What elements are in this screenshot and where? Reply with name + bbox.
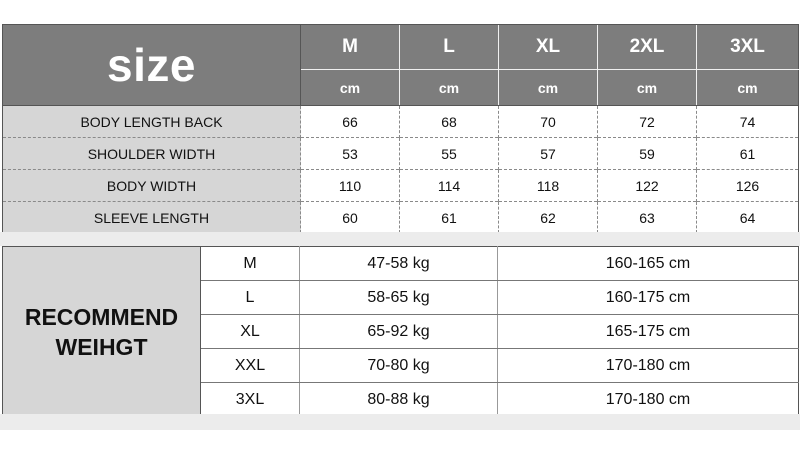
measurement-value: 61 [400, 202, 499, 234]
recommend-height: 165-175 cm [498, 315, 799, 349]
measurement-label: BODY LENGTH BACK [3, 106, 301, 138]
size-header-row [3, 25, 799, 70]
measurement-row [3, 170, 799, 202]
measurement-value: 57 [499, 138, 598, 170]
recommend-title [3, 247, 201, 417]
bottom-strip [0, 414, 800, 430]
recommend-height: 160-175 cm [498, 281, 799, 315]
measurement-value: 63 [598, 202, 697, 234]
measurement-value: 126 [697, 170, 799, 202]
size-col-header: M [301, 25, 400, 70]
measurement-value: 66 [301, 106, 400, 138]
recommend-title-line: RECOMMEND [24, 303, 179, 330]
unit-label: cm [301, 70, 400, 106]
recommend-height: 170-180 cm [498, 349, 799, 383]
measurement-label: SLEEVE LENGTH [3, 202, 301, 234]
recommend-size: L [201, 281, 300, 315]
measurement-row [3, 138, 799, 170]
measurement-row [3, 202, 799, 234]
measurement-value: 72 [598, 106, 697, 138]
recommend-size: 3XL [201, 383, 300, 417]
measurement-value: 118 [499, 170, 598, 202]
recommend-weight: 70-80 kg [300, 349, 498, 383]
recommend-size: M [201, 247, 300, 281]
recommend-size: XXL [201, 349, 300, 383]
size-title: size [3, 25, 301, 106]
recommend-weight-table [2, 246, 799, 417]
recommend-row [3, 247, 799, 281]
unit-label: cm [697, 70, 799, 106]
measurement-value: 114 [400, 170, 499, 202]
measurement-row [3, 106, 799, 138]
unit-label: cm [598, 70, 697, 106]
size-col-header: 2XL [598, 25, 697, 70]
recommend-weight: 47-58 kg [300, 247, 498, 281]
unit-label: cm [400, 70, 499, 106]
recommend-height: 160-165 cm [498, 247, 799, 281]
measurement-label: SHOULDER WIDTH [3, 138, 301, 170]
recommend-height: 170-180 cm [498, 383, 799, 417]
measurement-value: 68 [400, 106, 499, 138]
measurement-value: 55 [400, 138, 499, 170]
measurement-value: 53 [301, 138, 400, 170]
measurement-value: 74 [697, 106, 799, 138]
size-col-header: L [400, 25, 499, 70]
recommend-weight: 80-88 kg [300, 383, 498, 417]
recommend-title-line: WEIHGT [55, 333, 148, 360]
measurement-label: BODY WIDTH [3, 170, 301, 202]
unit-label: cm [499, 70, 598, 106]
recommend-size: XL [201, 315, 300, 349]
size-col-header: 3XL [697, 25, 799, 70]
size-chart-table [2, 24, 799, 234]
measurement-value: 59 [598, 138, 697, 170]
section-divider [0, 232, 800, 246]
measurement-value: 64 [697, 202, 799, 234]
size-col-header: XL [499, 25, 598, 70]
measurement-value: 110 [301, 170, 400, 202]
recommend-weight: 65-92 kg [300, 315, 498, 349]
measurement-value: 60 [301, 202, 400, 234]
measurement-value: 62 [499, 202, 598, 234]
measurement-value: 70 [499, 106, 598, 138]
measurement-value: 61 [697, 138, 799, 170]
recommend-weight: 58-65 kg [300, 281, 498, 315]
measurement-value: 122 [598, 170, 697, 202]
